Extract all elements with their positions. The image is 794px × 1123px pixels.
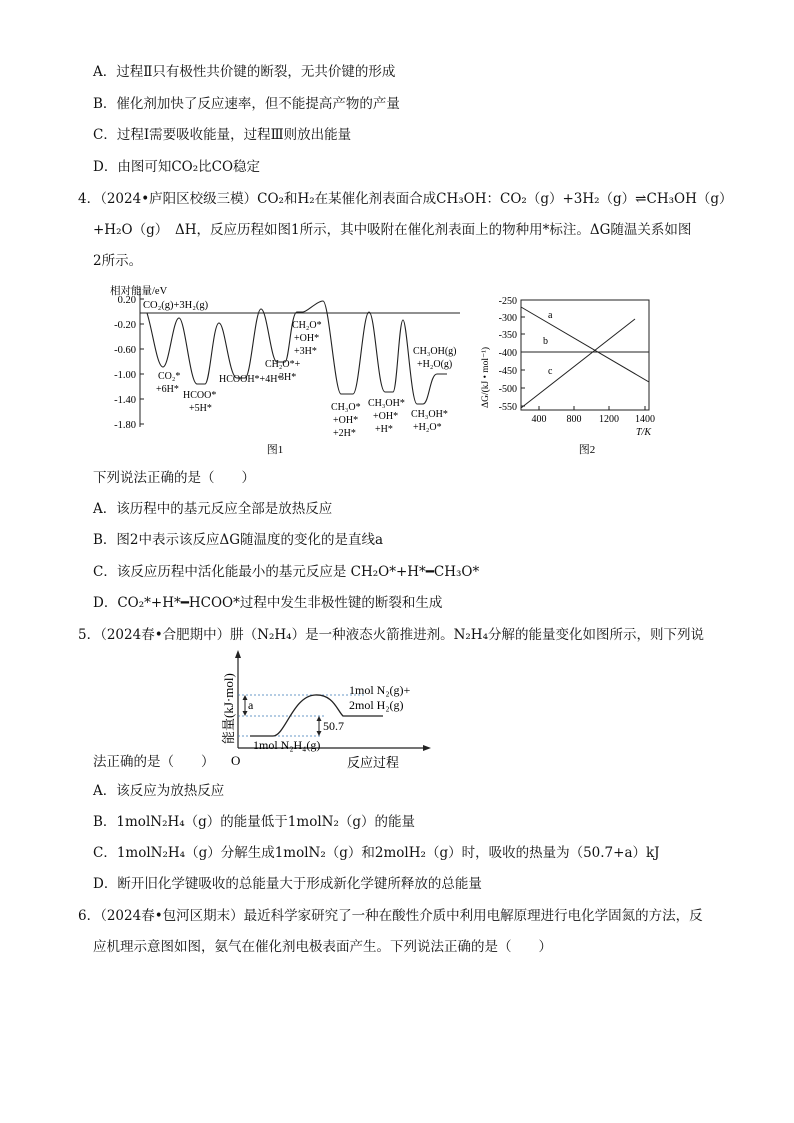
fig2-ytick: -250 [498,296,517,307]
fig2-ytick: -500 [498,384,517,395]
q5-fig-product1: 1mol N₂(g)+ [349,683,411,697]
fig1-label: +OH* [373,411,399,422]
q4-stem-line3: 2所示。 [93,253,143,269]
option-a: A．过程Ⅱ只有极性共价键的断裂，无共价键的形成 [93,64,396,80]
fig1-ylabel: 相对能量/eV [110,286,168,297]
fig2-ytick: -400 [498,348,517,359]
fig1-label: CH₃OH(g) [413,346,457,357]
option-b: B．催化剂加快了反应速率，但不能提高产物的产量 [93,96,400,112]
q4-option-c: C．该反应历程中活化能最小的基元反应是 CH₂O*+H*━CH₃O* [93,564,480,580]
figure-1-energy-profile [95,282,470,457]
q5-fig-ylabel: 能量(kJ·mol) [221,673,236,744]
fig2-label-b: b [543,336,548,347]
q4-stem-line2: +H₂O（g） ΔH，反应历程如图1所示，其中吸附在催化剂表面上的物种用*标注。ΔG随温关系如图 [93,222,692,238]
fig2-ytick: -350 [498,330,517,341]
fig2-ytick: -550 [498,402,517,413]
q4-prompt: 下列说法正确的是（ ） [93,470,255,486]
option-d: D．由图可知CO₂比CO稳定 [93,159,261,175]
q5-fig-reactant: 1mol N₂H₄(g) [253,738,321,752]
q5-option-c: C．1molN₂H₄（g）分解生成1molN₂（g）和2molH₂（g）时，吸收的热量为（50.7+a）kJ [93,845,660,861]
fig1-label: CH₂O*+ [265,359,301,370]
figure-2-dg-vs-t [470,290,660,458]
fig2-xtick: 800 [566,414,582,425]
q5-stem-line1: 5．（2024春•合肥期中）肼（N₂H₄）是一种液态火箭推进剂。N₂H₄分解的能量变化如图所示，则下列说 [78,627,704,643]
fig1-label: 3H* [279,372,297,383]
q6-stem-line2: 应机理示意图如图，氨气在催化剂电极表面产生。下列说法正确的是（ ） [93,939,552,955]
fig1-label: +2H* [333,428,356,439]
fig1-label: +H₂O* [413,422,442,433]
q6-stem-line1: 6．（2024春•包河区期末）最近科学家研究了一种在酸性介质中利用电解原理进行电化学固氮的方法，反 [78,908,703,924]
fig1-label: CH₃OH* [368,398,405,409]
q4-option-a: A．该历程中的基元反应全部是放热反应 [93,501,333,517]
q5-option-b: B．1molN₂H₄（g）的能量低于1molN₂（g）的能量 [93,814,416,830]
option-c: C．过程Ⅰ需要吸收能量，过程Ⅲ则放出能量 [93,127,352,143]
fig2-ylabel: ΔG/(kJ • mol⁻¹) [481,346,491,408]
fig1-label: +5H* [189,403,212,414]
q5-fig-delta: 50.7 [323,719,344,733]
fig1-label: HCOO* [183,390,217,401]
q5-fig-product2: 2mol H₂(g) [349,698,404,712]
q4-stem-line1: 4．（2024•庐阳区校级三模）CO₂和H₂在某催化剂表面合成CH₃OH：CO₂（g）+3H₂（g）⇌CH₃OH（g） [78,191,733,207]
fig2-xtick: 400 [531,414,547,425]
fig2-ytick: -450 [498,366,517,377]
fig2-xlabel: T/K [636,427,652,438]
q5-option-d: D．断开旧化学键吸收的总能量大于形成新化学键所释放的总能量 [93,876,482,892]
q5-fig-origin: O [231,753,241,768]
fig1-caption: 图1 [266,444,284,456]
q5-fig-xlabel: 反应过程 [347,755,400,770]
fig1-label: +H* [375,424,393,435]
fig2-xtick: 1400 [635,414,655,425]
fig1-label: CH₃OH* [411,409,448,420]
fig2-ytick: -300 [498,313,517,324]
fig2-xtick: 1200 [599,414,619,425]
fig1-ytick: -0.60 [114,345,136,356]
q5-energy-diagram [215,648,445,773]
fig1-label: +3H* [294,346,317,357]
fig1-label: +OH* [333,415,359,426]
fig1-label: +H₂O(g) [417,359,453,370]
fig2-label-a: a [548,310,553,321]
fig1-label: CO₂* [158,371,181,382]
fig1-ytick: -0.20 [114,320,136,331]
fig2-label-c: c [548,366,553,377]
fig1-ytick: -1.40 [114,395,136,406]
q5-fig-a: a [248,698,254,712]
fig1-ytick: -1.00 [114,370,136,381]
fig1-label: +6H* [156,384,179,395]
fig1-label: HCOOH*+4H* [219,374,283,385]
fig1-ytick: 0.20 [117,295,136,306]
fig2-caption: 图2 [578,444,596,456]
fig1-ytick: -1.80 [114,420,136,431]
q4-option-b: B．图2中表示该反应ΔG随温度的变化的是直线a [93,532,384,548]
q4-option-d: D．CO₂*+H*━HCOO*过程中发生非极性键的断裂和生成 [93,595,443,611]
fig1-label: CH₂O* [292,320,322,331]
q5-option-a: A．该反应为放热反应 [93,783,225,799]
fig2-line-a [521,307,649,382]
fig1-label: +OH* [294,333,320,344]
fig1-label: CH₃O* [331,402,361,413]
q5-stem-line2: 法正确的是（ ） [93,754,215,770]
fig1-label-start: CO₂(g)+3H₂(g) [143,300,209,311]
